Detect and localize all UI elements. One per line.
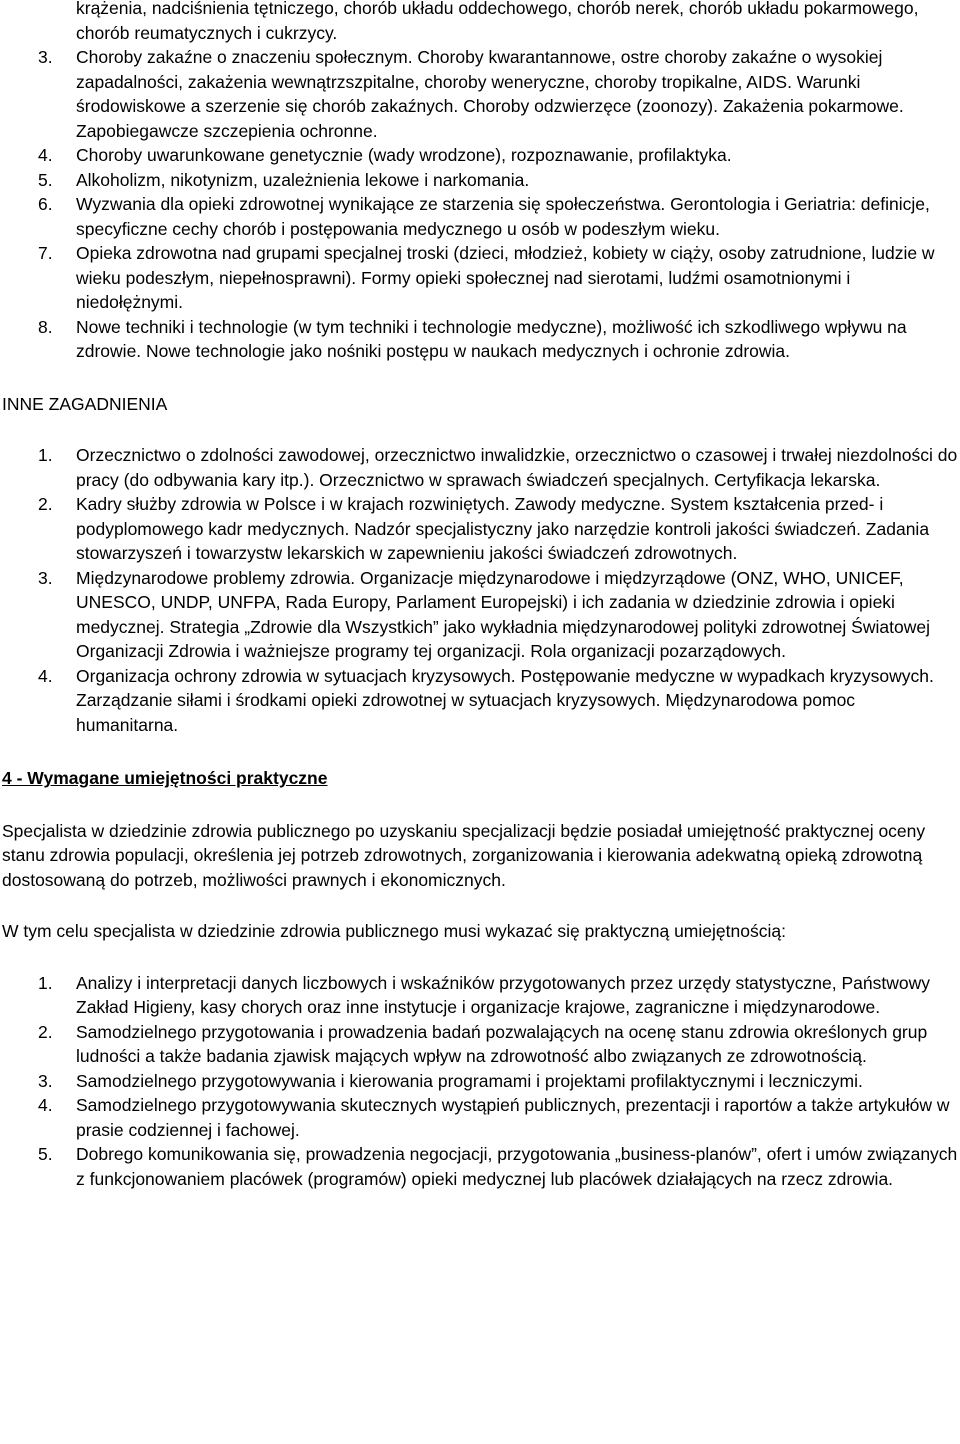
item-number: 4. — [38, 1095, 53, 1115]
item-number: 7. — [38, 243, 53, 263]
item-text: Wyzwania dla opieki zdrowotnej wynikające ze starzenia się społeczeństwa. Gerontologia i Geriatria: definicje, specyficzne cechy chorób i postępowania medycznego u osób w podeszłym wieku. — [76, 194, 930, 239]
list-item — [0, 1020, 960, 1069]
item-text: Organizacja ochrony zdrowia w sytuacjach kryzysowych. Postępowanie medyczne w wypadkach kryzysowych. Zarządzanie siłami i środkami opieki zdrowotnej w sytuacjach kryzysowych. Międzynarodowa pomoc humanitarna. — [76, 665, 934, 735]
item-text: Samodzielnego przygotowania i prowadzenia badań pozwalających na ocenę stanu zdrowia określonych grup ludności a także badania zjawisk mających wpływ na zdrowotność albo związanych ze zdrowotnością. — [76, 1021, 928, 1066]
disease-topics-list — [0, 45, 960, 364]
item-number: 2. — [38, 494, 53, 514]
list-item — [0, 566, 960, 664]
intro-paragraph: Specjalista w dziedzinie zdrowia publicznego po uzyskaniu specjalizacji będzie posiadał umiejętność praktycznej oceny stanu zdrowia populacji, określenia jej potrzeb zdrowotnych, zorganizowania i kierowania adekwatną opieką zdrowotną dostosowaną do potrzeb, możliwości prawnych i ekonomicznych. — [2, 820, 926, 890]
item-text: Nowe techniki i technologie (w tym techniki i technologie medyczne), możliwość ich szkodliwego wpływu na zdrowie. Nowe technologie jako nośniki postępu w naukach medycznych i ochronie zdrowia. — [76, 316, 907, 361]
list-item — [0, 45, 960, 143]
list-item — [0, 192, 960, 241]
section-heading-inne-zagadnienia: INNE ZAGADNIENIA — [2, 393, 168, 414]
item-number: 8. — [38, 316, 53, 337]
item-text: Samodzielnego przygotowywania skutecznych wystąpień publicznych, prezentacji i raportów a także artykułów w prasie codziennej i fachowej. — [76, 1095, 950, 1140]
item-number: 2. — [38, 1021, 53, 1042]
lead-in-paragraph: W tym celu specjalista w dziedzinie zdrowia publicznego musi wykazać się praktyczną umiejętnością: — [2, 921, 786, 941]
section-heading-practical-skills: 4 - Wymagane umiejętności praktyczne — [2, 768, 328, 788]
other-topics-list — [0, 443, 960, 737]
item-text: Choroby uwarunkowane genetycznie (wady wrodzone), rozpoznawanie, profilaktyka. — [76, 145, 732, 165]
item-number: 4. — [38, 665, 53, 686]
continued-item-text: krążenia, nadciśnienia tętniczego, chorób układu oddechowego, chorób nerek, chorób układu pokarmowego, chorób reumatycznych i cukrzycy. — [76, 0, 919, 43]
item-text: Choroby zakaźne o znaczeniu społecznym. Choroby kwarantannowe, ostre choroby zakaźne o wysokiej zapadalności, zakażenia wewnątrzszpitalne, choroby weneryczne, choroby tropikalne, AIDS. Warunki środowiskowe a szerzenie się chorób zakaźnych. Choroby odzwierzęce (zoonozy). Zakażenia pokarmowe. Zapobiegawcze szczepienia ochronne. — [76, 47, 904, 141]
item-number: 3. — [38, 567, 53, 588]
item-number: 5. — [38, 169, 53, 190]
item-text: Opieka zdrowotna nad grupami specjalnej troski (dzieci, młodzież, kobiety w ciąży, osoby zatrudnione, ludzie w wieku podeszłym, niepełnosprawni). Formy opieki społecznej nad sierotami, ludźmi osamotnionymi i niedołężnymi. — [76, 243, 935, 312]
item-text: Orzecznictwo o zdolności zawodowej, orzecznictwo inwalidzkie, orzecznictwo o czasowej i trwałej niezdolności do pracy (do odbywania kary itp.). Orzecznictwo w sprawach świadczeń specjalnych. Certyfikacja lekarska. — [76, 445, 958, 490]
item-number: 5. — [38, 1144, 53, 1164]
item-number: 6. — [38, 194, 53, 214]
item-number: 3. — [38, 1070, 53, 1091]
item-text: Analizy i interpretacji danych liczbowych i wskaźników przygotowanych przez urzędy statystyczne, Państwowy Zakład Higieny, kasy chorych oraz inne instytucje i organizacje krajowe, zagraniczne i międzynarodowe. — [76, 972, 930, 1017]
list-item — [0, 143, 960, 168]
list-item — [0, 315, 960, 364]
item-text: Dobrego komunikowania się, prowadzenia negocjacji, przygotowania „business-planów”, ofert i umów związanych z funkcjonowaniem placówek (programów) opieki medycznej lub placówek działających na rzecz zdrowia. — [76, 1144, 958, 1189]
list-item — [0, 168, 960, 193]
list-item — [0, 492, 960, 566]
item-number: 1. — [38, 445, 53, 465]
item-number: 4. — [38, 145, 53, 165]
item-text: Alkoholizm, nikotynizm, uzależnienia lekowe i narkomania. — [76, 169, 530, 190]
list-item — [0, 1069, 960, 1094]
list-item — [0, 971, 960, 1020]
list-item — [0, 241, 960, 315]
item-number: 1. — [38, 972, 53, 993]
list-item — [0, 1142, 960, 1191]
item-text: Samodzielnego przygotowywania i kierowania programami i projektami profilaktycznymi i leczniczymi. — [76, 1070, 863, 1091]
list-item — [0, 443, 960, 492]
practical-skills-list — [0, 971, 960, 1192]
list-item — [0, 664, 960, 738]
item-text: Międzynarodowe problemy zdrowia. Organizacje międzynarodowe i międzyrządowe (ONZ, WHO, UNICEF, UNESCO, UNDP, UNFPA, Rada Europy, Parlament Europejski) i ich zadania w dziedzinie zdrowia i opieki medycznej. Strategia „Zdrowie dla Wszystkich” jako wykładnia międzynarodowej polityki zdrowotnej Światowej Organizacji Zdrowia i ważniejsze programy tej organizacji. Rola organizacji pozarządowych. — [76, 567, 930, 661]
item-text: Kadry służby zdrowia w Polsce i w krajach rozwiniętych. Zawody medyczne. System kształcenia przed- i podyplomowego kadr medycznych. Nadzór specjalistyczny jako narzędzie kontroli jakości świadczeń. Zadania stowarzyszeń i towarzystw lekarskich w zapewnieniu jakości świadczeń zdrowotnych. — [76, 494, 930, 563]
list-item — [0, 1093, 960, 1142]
item-number: 3. — [38, 47, 53, 67]
